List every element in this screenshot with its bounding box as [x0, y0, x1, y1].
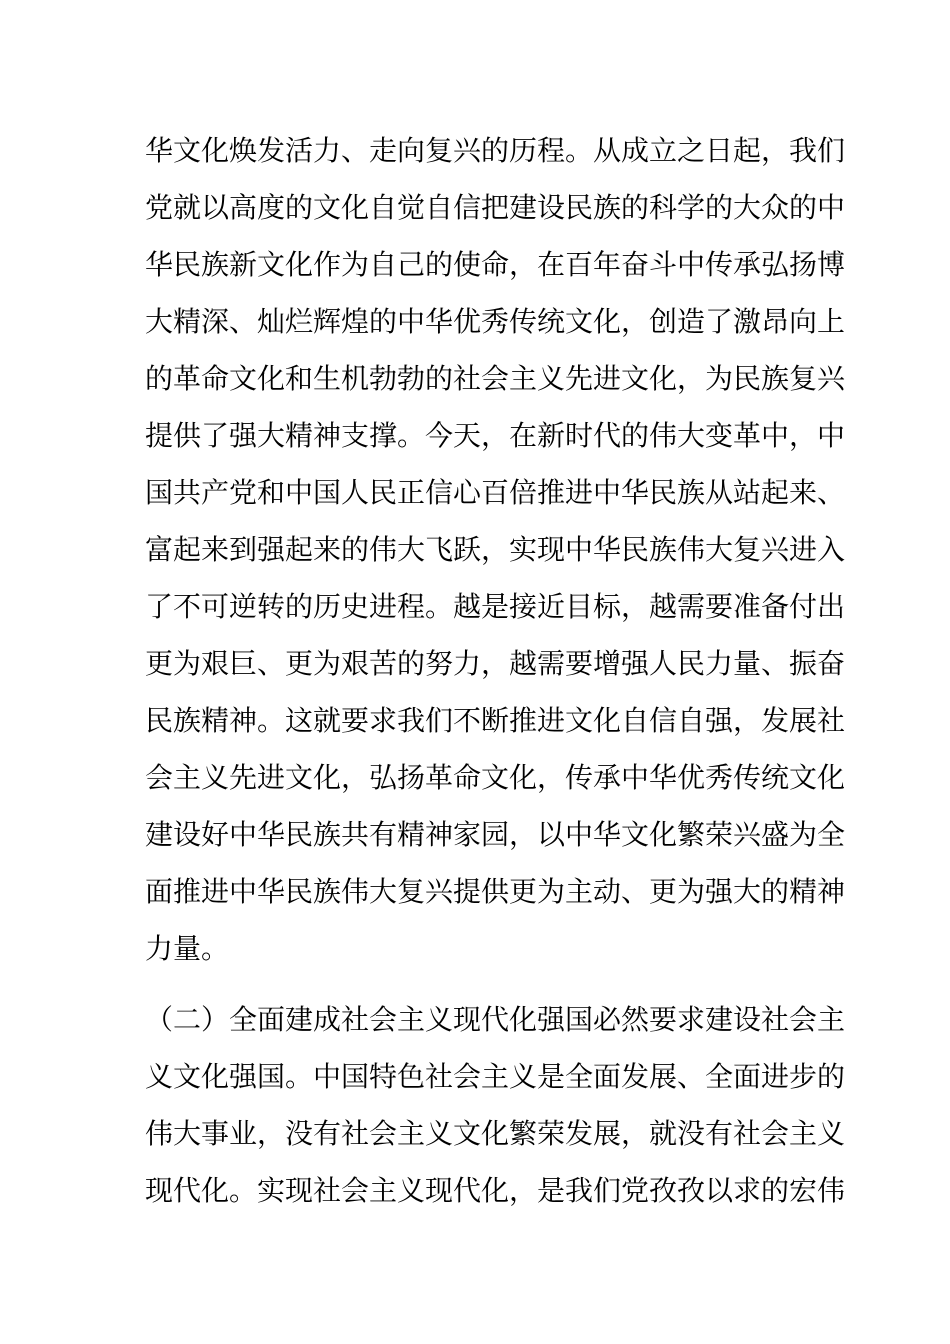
text-line: 华民族新文化作为自己的使命，在百年奋斗中传承弘扬博	[145, 248, 846, 281]
text-line: 更为艰巨、更为艰苦的努力，越需要增强人民力量、振奋	[145, 647, 846, 680]
text-line: 义文化强国。中国特色社会主义是全面发展、全面进步的	[145, 1060, 846, 1093]
text-line: 华文化焕发活力、走向复兴的历程。从成立之日起，我们	[145, 134, 846, 167]
text-line: 大精深、灿烂辉煌的中华优秀传统文化，创造了激昂向上	[145, 305, 846, 338]
section-heading-line: （二）全面建成社会主义现代化强国必然要求建设社会主	[145, 1003, 846, 1036]
text-line: 党就以高度的文化自觉自信把建设民族的科学的大众的中	[145, 191, 846, 224]
text-line: 力量。	[145, 932, 230, 965]
text-line: 的革命文化和生机勃勃的社会主义先进文化，为民族复兴	[145, 362, 846, 395]
text-line: 建设好中华民族共有精神家园，以中华文化繁荣兴盛为全	[145, 818, 846, 851]
text-line: 现代化。实现社会主义现代化，是我们党孜孜以求的宏伟	[145, 1174, 846, 1207]
text-line: 国共产党和中国人民正信心百倍推进中华民族从站起来、	[145, 476, 846, 509]
text-line: 伟大事业，没有社会主义文化繁荣发展，就没有社会主义	[145, 1117, 846, 1150]
text-line: 提供了强大精神支撑。今天，在新时代的伟大变革中，中	[145, 419, 846, 452]
text-line: 会主义先进文化，弘扬革命文化，传承中华优秀传统文化	[145, 761, 846, 794]
text-line: 了不可逆转的历史进程。越是接近目标，越需要准备付出	[145, 590, 846, 623]
text-line: 面推进中华民族伟大复兴提供更为主动、更为强大的精神	[145, 875, 846, 908]
text-line: 民族精神。这就要求我们不断推进文化自信自强，发展社	[145, 704, 846, 737]
text-line: 富起来到强起来的伟大飞跃，实现中华民族伟大复兴进入	[145, 533, 846, 566]
